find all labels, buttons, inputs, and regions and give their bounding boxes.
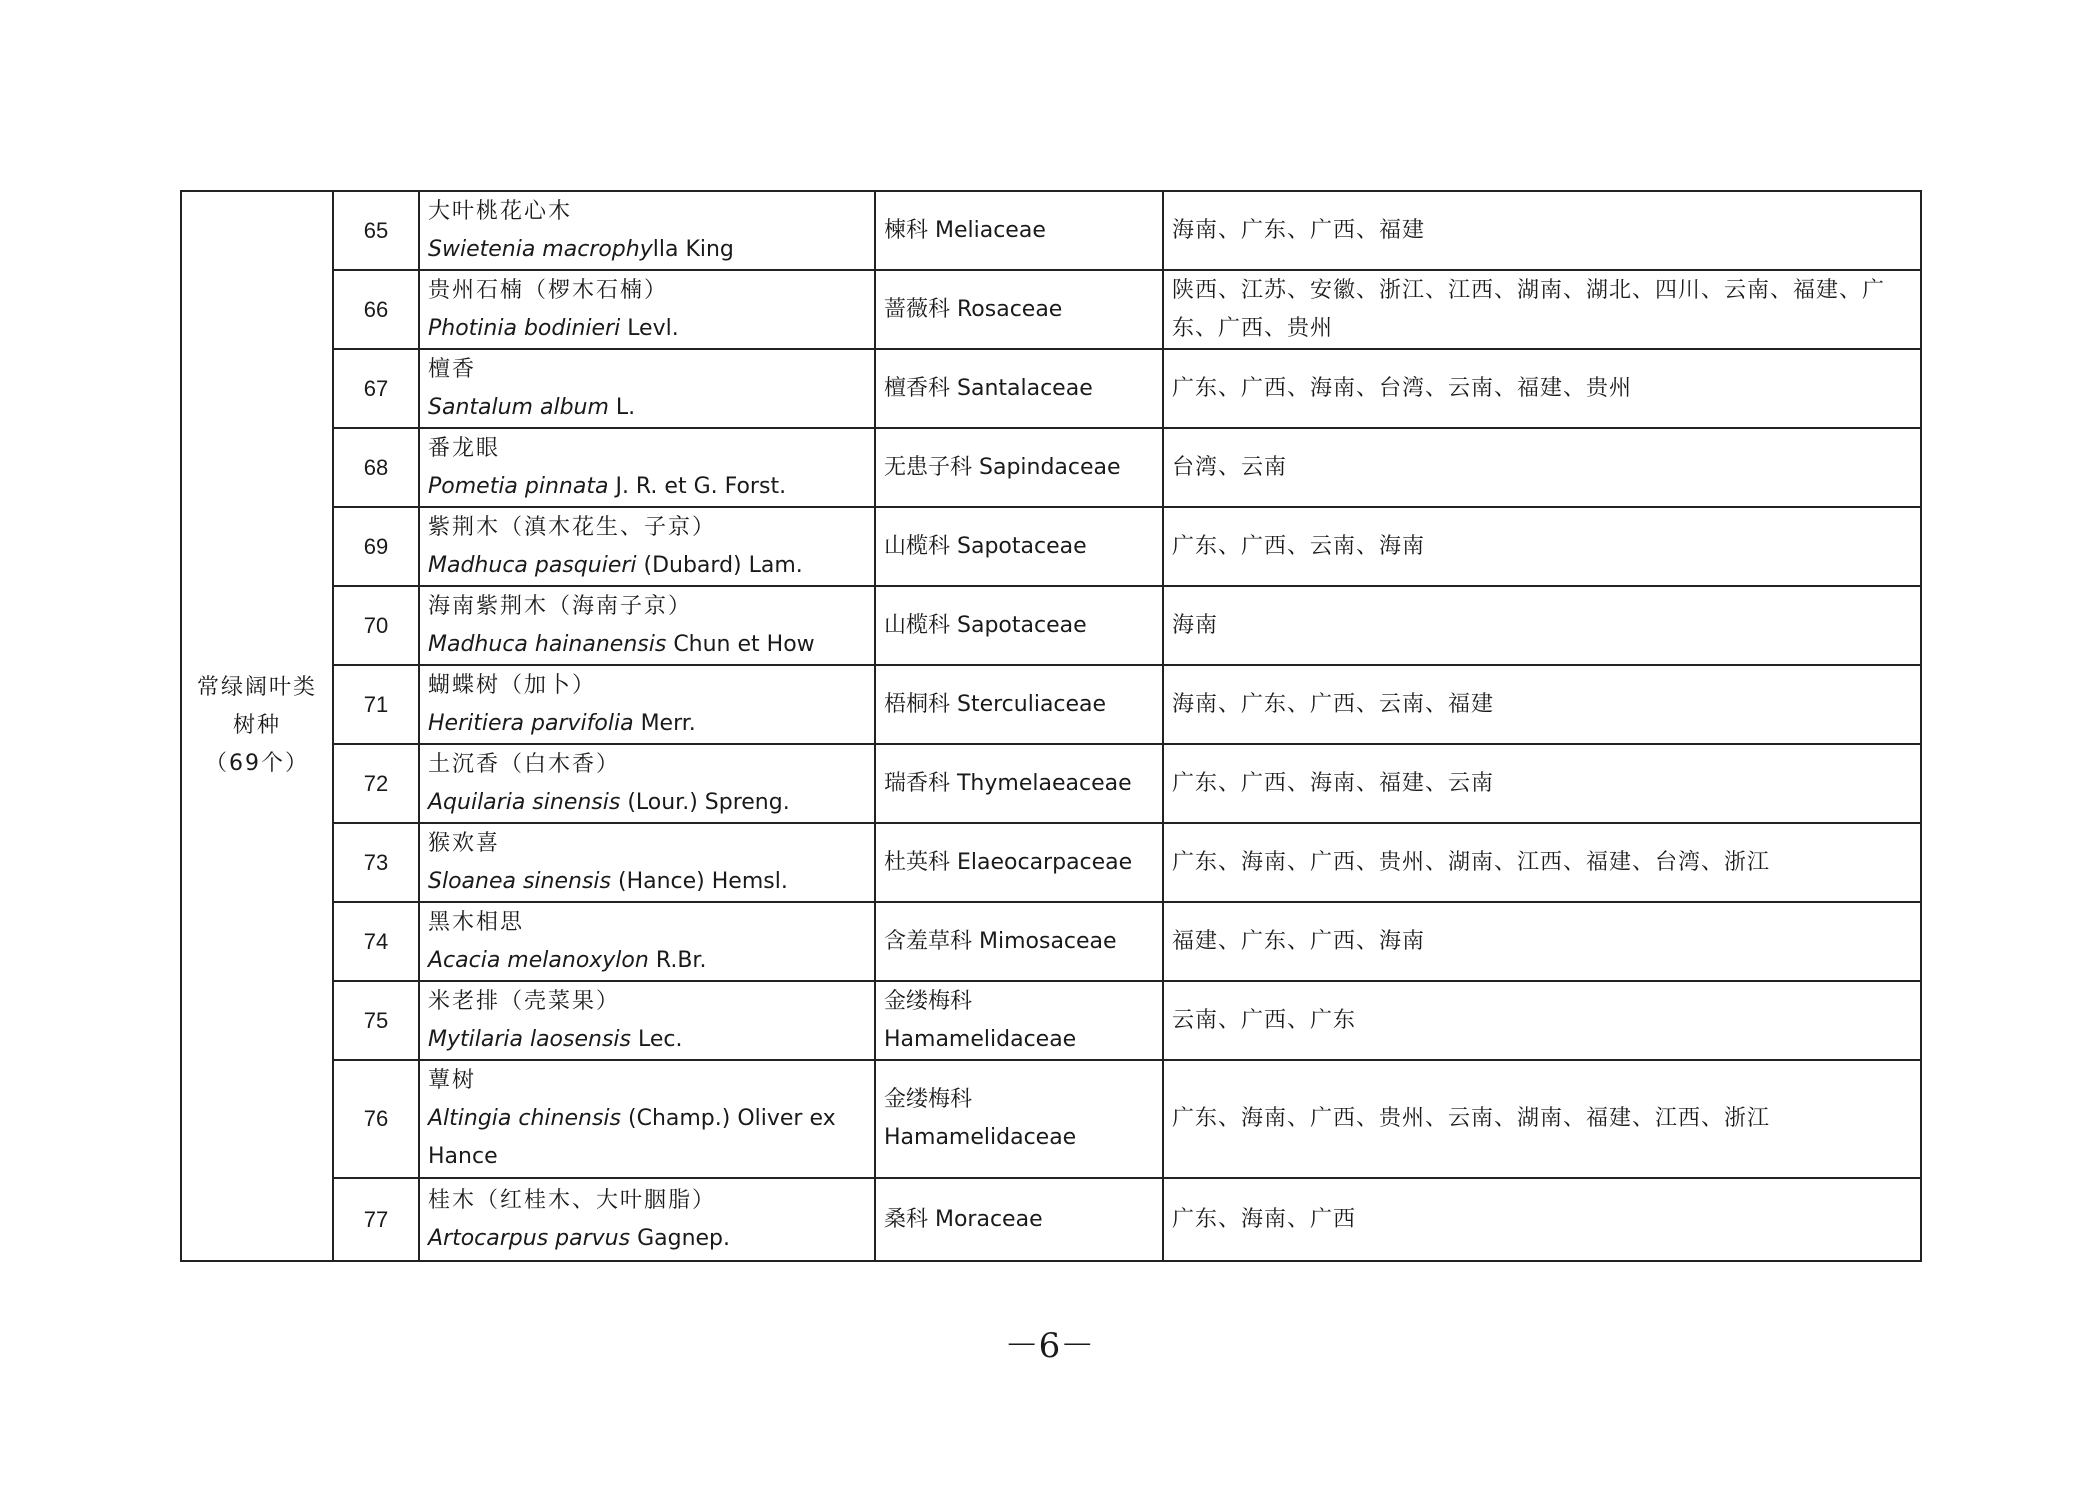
distribution-cell: 广东、广西、海南、台湾、云南、福建、贵州 [1163, 349, 1921, 428]
distribution-cell: 云南、广西、广东 [1163, 981, 1921, 1060]
species-name-cell [419, 665, 875, 744]
species-name-cell [419, 349, 875, 428]
scientific-name [428, 1100, 866, 1176]
table-row [181, 665, 1921, 744]
distribution-cell: 福建、广东、广西、海南 [1163, 902, 1921, 981]
family-cell: 杜英科 Elaeocarpaceae [875, 823, 1163, 902]
species-name-cell [419, 1178, 875, 1261]
table-row [181, 823, 1921, 902]
species-name-cell [419, 823, 875, 902]
scientific-name [428, 1220, 866, 1258]
scientific-name-italic: Madhuca hainanensis [428, 631, 674, 657]
scientific-name [428, 942, 866, 980]
scientific-name-italic: Swietenia macrophy [428, 236, 653, 262]
family-cell: 瑞香科 Thymelaeaceae [875, 744, 1163, 823]
scientific-name [428, 547, 866, 585]
chinese-name: 紫荆木（滇木花生、子京） [428, 514, 717, 540]
chinese-name: 大叶桃花心木 [428, 198, 573, 224]
chinese-name: 米老排（壳菜果） [428, 988, 621, 1014]
chinese-name: 蝴蝶树（加卜） [428, 672, 597, 698]
scientific-name-italic: Altingia chinensis [428, 1106, 628, 1131]
scientific-name-author: lla King [652, 236, 734, 262]
distribution-cell: 海南 [1163, 586, 1921, 665]
scientific-name-italic: Acacia melanoxylon [428, 947, 656, 973]
distribution-cell: 陕西、江苏、安徽、浙江、江西、湖南、湖北、四川、云南、福建、广东、广西、贵州 [1163, 270, 1921, 349]
row-number: 65 [333, 191, 419, 270]
scientific-name [428, 389, 866, 427]
scientific-name-italic: Madhuca pasquieri [428, 552, 644, 578]
scientific-name-italic: Aquilaria sinensis [428, 789, 628, 815]
table-row [181, 744, 1921, 823]
scientific-name [428, 310, 866, 348]
row-number: 71 [333, 665, 419, 744]
chinese-name: 檀香 [428, 356, 477, 382]
scientific-name-italic: Mytilaria laosensis [428, 1026, 638, 1052]
scientific-name-author: L. [608, 394, 636, 420]
scientific-name [428, 863, 866, 901]
category-line-1: 常绿阔叶类 [196, 675, 317, 700]
distribution-cell: 广东、广西、云南、海南 [1163, 507, 1921, 586]
species-name-cell [419, 1060, 875, 1178]
chinese-name: 番龙眼 [428, 435, 501, 461]
species-name-cell [419, 981, 875, 1060]
table-row [181, 507, 1921, 586]
row-number: 68 [333, 428, 419, 507]
table-row [181, 1060, 1921, 1178]
table-row [181, 586, 1921, 665]
scientific-name [428, 784, 866, 822]
scientific-name-author: Gagnep. [637, 1225, 731, 1251]
distribution-cell: 广东、海南、广西、贵州、云南、湖南、福建、江西、浙江 [1163, 1060, 1921, 1178]
category-line-3: （69个） [205, 751, 309, 776]
species-name-cell [419, 902, 875, 981]
table-row [181, 902, 1921, 981]
scientific-name-author: Merr. [640, 710, 696, 736]
scientific-name-italic: Heritiera parvifolia [428, 710, 641, 736]
family-cell: 山榄科 Sapotaceae [875, 586, 1163, 665]
family-cell: 檀香科 Santalaceae [875, 349, 1163, 428]
category-cell [181, 191, 333, 1261]
scientific-name [428, 626, 866, 664]
scientific-name [428, 231, 866, 269]
table-row [181, 191, 1921, 270]
row-number: 77 [333, 1178, 419, 1261]
row-number: 72 [333, 744, 419, 823]
table-row [181, 981, 1921, 1060]
family-cell: 金缕梅科 Hamamelidaceae [875, 1060, 1163, 1178]
scientific-name-author: (Dubard) Lam. [643, 552, 803, 578]
scientific-name-italic: Sloanea sinensis [428, 868, 618, 894]
row-number: 67 [333, 349, 419, 428]
row-number: 69 [333, 507, 419, 586]
chinese-name: 蕈树 [428, 1068, 477, 1093]
scientific-name-italic: Santalum album [428, 394, 609, 420]
species-name-cell [419, 428, 875, 507]
row-number: 66 [333, 270, 419, 349]
table-row [181, 1178, 1921, 1261]
row-number: 76 [333, 1060, 419, 1178]
row-number: 70 [333, 586, 419, 665]
species-name-cell [419, 507, 875, 586]
category-line-2: 树种 [232, 713, 281, 738]
page-number: －6－ [1004, 1326, 1095, 1366]
table-row [181, 349, 1921, 428]
scientific-name [428, 1021, 866, 1059]
scientific-name-author: Lec. [638, 1026, 683, 1052]
scientific-name-author: J. R. et G. Forst. [615, 473, 787, 499]
scientific-name-italic: Pometia pinnata [428, 473, 616, 499]
chinese-name: 桂木（红桂木、大叶胭脂） [428, 1187, 717, 1213]
chinese-name: 贵州石楠（椤木石楠） [428, 277, 669, 303]
distribution-cell: 海南、广东、广西、云南、福建 [1163, 665, 1921, 744]
family-cell: 含羞草科 Mimosaceae [875, 902, 1163, 981]
scientific-name-author: (Hance) Hemsl. [618, 868, 788, 894]
distribution-cell: 广东、海南、广西、贵州、湖南、江西、福建、台湾、浙江 [1163, 823, 1921, 902]
family-cell: 楝科 Meliaceae [875, 191, 1163, 270]
chinese-name: 猴欢喜 [428, 830, 501, 856]
distribution-cell: 广东、广西、海南、福建、云南 [1163, 744, 1921, 823]
species-name-cell [419, 586, 875, 665]
row-number: 73 [333, 823, 419, 902]
scientific-name-italic: Photinia bodinieri [428, 315, 628, 341]
scientific-name-author: Chun et How [673, 631, 815, 657]
chinese-name: 海南紫荆木（海南子京） [428, 593, 693, 619]
distribution-cell: 广东、海南、广西 [1163, 1178, 1921, 1261]
family-cell: 蔷薇科 Rosaceae [875, 270, 1163, 349]
species-name-cell [419, 270, 875, 349]
row-number: 75 [333, 981, 419, 1060]
family-cell: 金缕梅科 Hamamelidaceae [875, 981, 1163, 1060]
species-name-cell [419, 191, 875, 270]
scientific-name [428, 468, 866, 506]
chinese-name: 土沉香（白木香） [428, 751, 621, 777]
table-row [181, 270, 1921, 349]
species-name-cell [419, 744, 875, 823]
row-number: 74 [333, 902, 419, 981]
species-table [180, 190, 1922, 1262]
scientific-name-italic: Artocarpus parvus [428, 1225, 638, 1251]
distribution-cell: 海南、广东、广西、福建 [1163, 191, 1921, 270]
table-row [181, 428, 1921, 507]
scientific-name [428, 705, 866, 743]
scientific-name-author: Levl. [627, 315, 679, 341]
scientific-name-author: (Champ.) Oliver ex Hance [428, 1106, 836, 1169]
scientific-name-author: R.Br. [655, 947, 707, 973]
distribution-cell: 台湾、云南 [1163, 428, 1921, 507]
family-cell: 无患子科 Sapindaceae [875, 428, 1163, 507]
family-cell: 梧桐科 Sterculiaceae [875, 665, 1163, 744]
scientific-name-author: (Lour.) Spreng. [627, 789, 790, 815]
family-cell: 山榄科 Sapotaceae [875, 507, 1163, 586]
chinese-name: 黑木相思 [428, 909, 525, 935]
family-cell: 桑科 Moraceae [875, 1178, 1163, 1261]
